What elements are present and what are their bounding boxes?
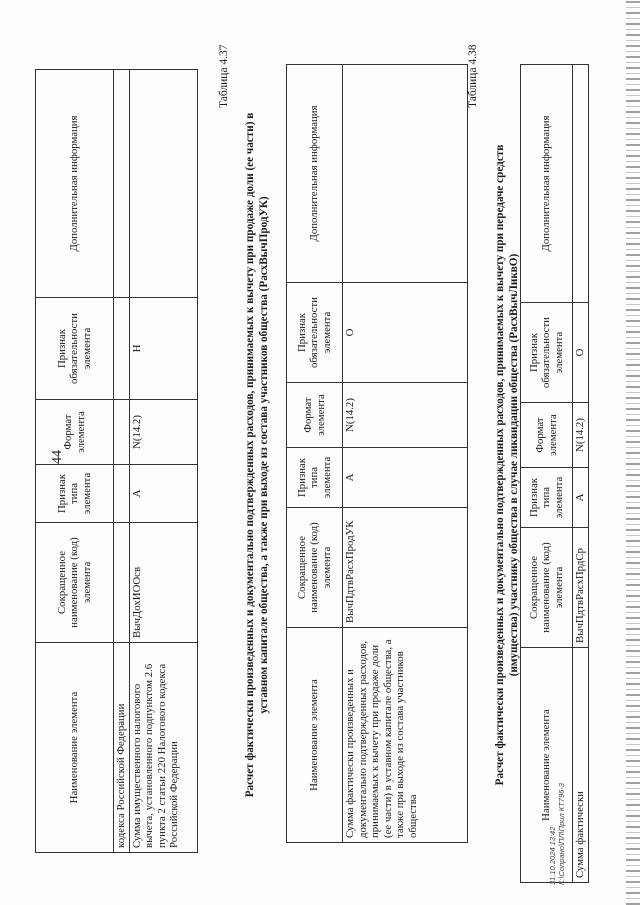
table-437 [286,64,468,843]
cell-short-name: ВычДохИООсв [129,523,197,643]
cell-format: N(14.2) [129,400,197,465]
table-438-title: Расчет фактически произведенных и документально подтвержденных расходов, принимаемых к вычету при передаче средств (имущества) участнику общества в случае ликвидации общества (РасхВычЛиквО) [494,144,520,786]
header-required: Признак обязательности элемента [287,283,343,383]
cell-extra [573,65,589,303]
footer-path: К:\Сопрано\ПЛ\Прил КТ796-3 [557,783,566,885]
footer-timestamp: 31.10.2024 13:42 [548,826,557,885]
cell-required: О [343,283,468,383]
table-438-caption: Таблица 4.38 [467,44,479,108]
table-438 [520,64,589,883]
header-name: Наименование элемента [287,628,343,843]
table-row [573,65,589,883]
cell-short-name [114,523,130,643]
cell-name: Сумма фактически произведенных и документально подтвержденных расходов, принимаемых к вычету при продаже доли (ее части) в уставном капитале общества, а также при выходе из состава участников общества [343,628,468,843]
scan-edge-noise [626,0,640,905]
table-437-caption: Таблица 4.37 [218,44,230,108]
cell-type: А [129,465,197,523]
cell-name: Сумма фактически [573,648,589,883]
table-continuation [35,69,198,853]
cell-name: Сумма имущественного налогового вычета, установленного подпунктом 2.6 пункта 2 статьи 220 Налогового кодекса Российской Федерации [129,643,197,853]
cell-required: Н [129,298,197,400]
header-required: Признак обязательности элемента [36,298,114,400]
table-row [343,65,468,843]
page-number: 44 [50,450,65,464]
cell-extra [129,70,197,298]
cell-format [114,400,130,465]
cell-type: А [573,468,589,528]
cell-short-name: ВычПдтвРасхПрдСр [573,528,589,648]
table-row [129,70,197,853]
header-extra: Дополнительная информация [36,70,114,298]
cell-format: N(14.2) [573,403,589,468]
header-format: Формат элемента [287,383,343,448]
table-437-title: Расчет фактически произведенных и документально подтвержденных расходов, принимаемых к вычету при продаже доли (ее части) в уставном капитале общества, а также при выходе из состава участников общества (РасхВычПродУК) [244,112,270,798]
cell-format: N(14.2) [343,383,468,448]
cell-short-name: ВычПдтвРасхПродУК [343,508,468,628]
cell-type [114,465,130,523]
cell-required [114,298,130,400]
header-type: Признак типа элемента [36,465,114,523]
header-required: Признак обязательности элемента [521,303,573,403]
header-format: Формат элемента [521,403,573,468]
header-type: Признак типа элемента [521,468,573,528]
header-extra: Дополнительная информация [287,65,343,283]
header-name: Наименование элемента [36,643,114,853]
cell-required: О [573,303,589,403]
cell-extra [114,70,130,298]
cell-type: А [343,448,468,508]
header-short-name: Сокращенное наименование (код) элемента [521,528,573,648]
table-row [114,70,130,853]
header-short-name: Сокращенное наименование (код) элемента [287,508,343,628]
header-extra: Дополнительная информация [521,65,573,303]
header-short-name: Сокращенное наименование (код) элемента [36,523,114,643]
cell-extra [343,65,468,283]
cell-name: кодекса Российской Федерации [114,643,130,853]
scan-footer [548,783,566,885]
header-format: Формат элемента [36,400,114,465]
header-name: Наименование элемента [521,648,573,883]
header-type: Признак типа элемента [287,448,343,508]
